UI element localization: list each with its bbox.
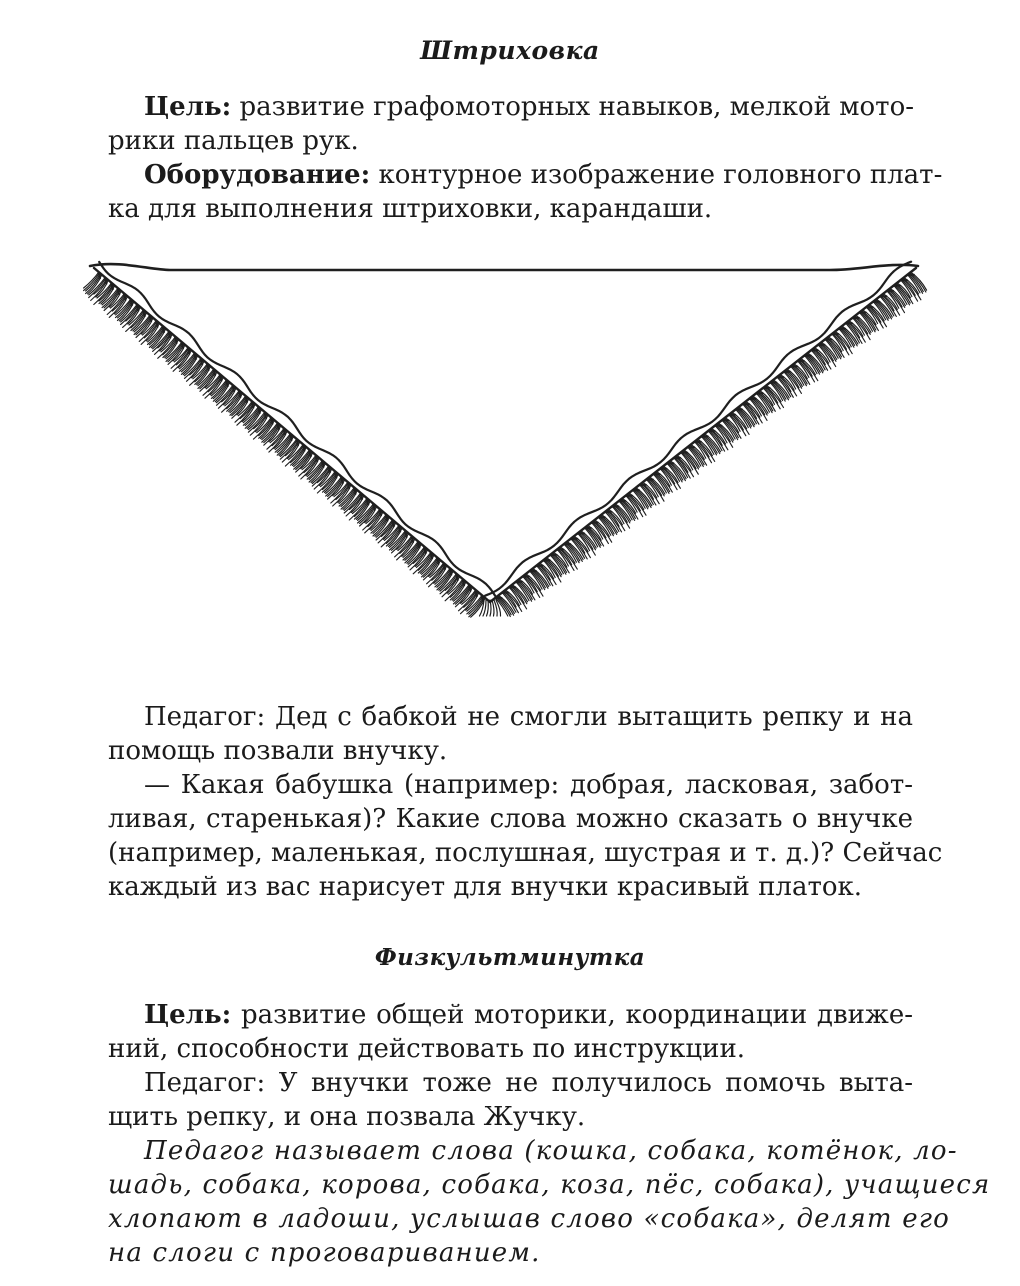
instructions-line-2: шадь, собака, корова, собака, коза, пёс, собака), учащиеся bbox=[108, 1170, 991, 1200]
right-side-fringe-knot bbox=[776, 377, 783, 378]
right-side-fringe-knot bbox=[550, 555, 557, 556]
right-side-fringe-knot bbox=[556, 549, 563, 550]
goal-paragraph bbox=[108, 90, 913, 158]
dialogue-line-1: Педагог: Дед с бабкой не смогли вытащить репку и на bbox=[144, 702, 913, 732]
right-side-fringe-knot bbox=[687, 447, 694, 448]
right-side-fringe-knot bbox=[591, 523, 598, 524]
right-side-fringe-knot bbox=[611, 506, 618, 507]
teacher-line-2: щить репку, и она позвала Жучку. bbox=[108, 1102, 586, 1132]
equipment-text-1: контурное изображение головного плат- bbox=[370, 160, 943, 190]
right-side-fringe-knot bbox=[838, 329, 845, 330]
tip-fringe-strand bbox=[487, 600, 489, 616]
dialogue-line-3: — Какая бабушка (например: добрая, ласковая, забот- bbox=[144, 770, 913, 800]
right-side-fringe-knot bbox=[797, 361, 804, 362]
right-side-fringe-knot bbox=[872, 302, 879, 303]
right-side-fringe-knot bbox=[742, 404, 749, 405]
goal2-text-1: развитие общей моторики, координации движе- bbox=[231, 1000, 913, 1030]
right-side-fringe-knot bbox=[508, 587, 515, 588]
right-side-fringe-knot bbox=[577, 533, 584, 534]
right-side-fringe-knot bbox=[598, 517, 605, 518]
right-side-fringe-knot bbox=[673, 458, 680, 459]
shawl-outline-drawing bbox=[80, 250, 930, 620]
right-side-fringe-knot bbox=[529, 571, 536, 572]
dialogue-line-5: (например, маленькая, послушная, шустрая и т. д.)? Сейчас bbox=[108, 838, 943, 868]
right-side-fringe-knot bbox=[501, 593, 508, 594]
equipment-paragraph bbox=[108, 158, 943, 226]
goal-text-1: развитие графомоторных навыков, мелкой мото- bbox=[231, 92, 915, 122]
right-side-fringe-knot bbox=[714, 426, 721, 427]
right-side-fringe-knot bbox=[666, 463, 673, 464]
right-side-fringe-knot bbox=[852, 318, 859, 319]
right-side-fringe-knot bbox=[831, 334, 838, 335]
right-side-fringe-knot bbox=[604, 512, 611, 513]
right-side-fringe-knot bbox=[886, 291, 893, 292]
equipment-line-2: ка для выполнения штриховки, карандаши. bbox=[108, 194, 713, 224]
right-side-fringe-knot bbox=[625, 496, 632, 497]
right-side-fringe-knot bbox=[907, 275, 914, 276]
right-side-fringe-knot bbox=[866, 307, 873, 308]
right-side-fringe-knot bbox=[680, 453, 687, 454]
tip-fringe-strand bbox=[492, 600, 494, 616]
right-side-fringe-knot bbox=[632, 490, 639, 491]
right-side-fringe-knot bbox=[845, 323, 852, 324]
right-side-fringe-knot bbox=[859, 312, 866, 313]
right-side-fringe-knot bbox=[735, 409, 742, 410]
right-side-fringe-knot bbox=[522, 576, 529, 577]
dialogue-line-4: ливая, старенькая)? Какие слова можно сказать о внучке bbox=[108, 804, 913, 834]
right-side-fringe-knot bbox=[495, 598, 502, 599]
right-side-fringe-knot bbox=[721, 420, 728, 421]
goal-line-2: рики пальцев рук. bbox=[108, 126, 359, 156]
goal2-line-2: ний, способности действовать по инструкции. bbox=[108, 1034, 746, 1064]
right-side-fringe-knot bbox=[811, 350, 818, 351]
dialogue-line-2: помощь позвали внучку. bbox=[108, 736, 448, 766]
right-side-fringe-knot bbox=[790, 366, 797, 367]
instructions-line-1: Педагог называет слова (кошка, собака, котёнок, ло- bbox=[144, 1136, 958, 1166]
right-side-fringe-knot bbox=[694, 442, 701, 443]
right-side-fringe-knot bbox=[543, 560, 550, 561]
right-side-fringe-knot bbox=[769, 382, 776, 383]
section-title-hatching: Штриховка bbox=[420, 36, 600, 65]
teacher-line-1: Педагог: У внучки тоже не получилось помочь выта- bbox=[144, 1068, 913, 1098]
instructions-line-4: на слоги с проговариванием. bbox=[108, 1238, 541, 1268]
right-side-fringe-knot bbox=[618, 501, 625, 502]
right-side-fringe-knot bbox=[728, 415, 735, 416]
right-side-fringe-knot bbox=[824, 339, 831, 340]
right-side-fringe-knot bbox=[749, 399, 756, 400]
right-side-fringe-knot bbox=[639, 485, 646, 486]
right-side-fringe-knot bbox=[817, 345, 824, 346]
right-side-fringe-knot bbox=[536, 566, 543, 567]
right-side-fringe-knot bbox=[515, 582, 522, 583]
goal-paragraph-2 bbox=[108, 998, 913, 1066]
right-side-fringe-knot bbox=[570, 539, 577, 540]
right-side-fringe-knot bbox=[653, 474, 660, 475]
right-side-fringe-knot bbox=[708, 431, 715, 432]
teacher-paragraph bbox=[108, 1066, 913, 1134]
right-side-fringe-knot bbox=[563, 544, 570, 545]
shawl-top-edge bbox=[90, 264, 918, 270]
right-side-fringe-knot bbox=[701, 436, 708, 437]
goal2-line-1 bbox=[108, 998, 913, 1032]
tip-fringe-strand bbox=[490, 600, 491, 616]
left-side-scalloped-edge bbox=[99, 262, 495, 596]
section-title-physical-break: Физкультминутка bbox=[374, 944, 646, 971]
goal2-label: Цель: bbox=[144, 1000, 232, 1030]
right-side-fringe-knot bbox=[756, 393, 763, 394]
right-side-fringe-knot bbox=[763, 388, 770, 389]
dialogue-line-6: каждый из вас нарисует для внучки красивый платок. bbox=[108, 872, 862, 902]
instructions-paragraph bbox=[108, 1134, 991, 1270]
instructions-line-3: хлопают в ладоши, услышав слово «собака», делят его bbox=[108, 1204, 951, 1234]
goal-line-1 bbox=[108, 90, 913, 124]
right-side-fringe-knot bbox=[584, 528, 591, 529]
right-side-fringe-knot bbox=[783, 372, 790, 373]
equipment-label: Оборудование: bbox=[144, 160, 371, 190]
right-side-fringe-knot bbox=[646, 479, 653, 480]
right-side-fringe-knot bbox=[804, 356, 811, 357]
equipment-line-1 bbox=[108, 158, 943, 192]
goal-label: Цель: bbox=[144, 92, 232, 122]
right-side-fringe-knot bbox=[900, 280, 907, 281]
right-side-fringe-knot bbox=[893, 286, 900, 287]
right-side-fringe-knot bbox=[879, 296, 886, 297]
right-side-fringe-knot bbox=[659, 469, 666, 470]
dialogue-paragraph bbox=[108, 700, 943, 904]
right-side-scalloped-edge bbox=[485, 262, 911, 596]
